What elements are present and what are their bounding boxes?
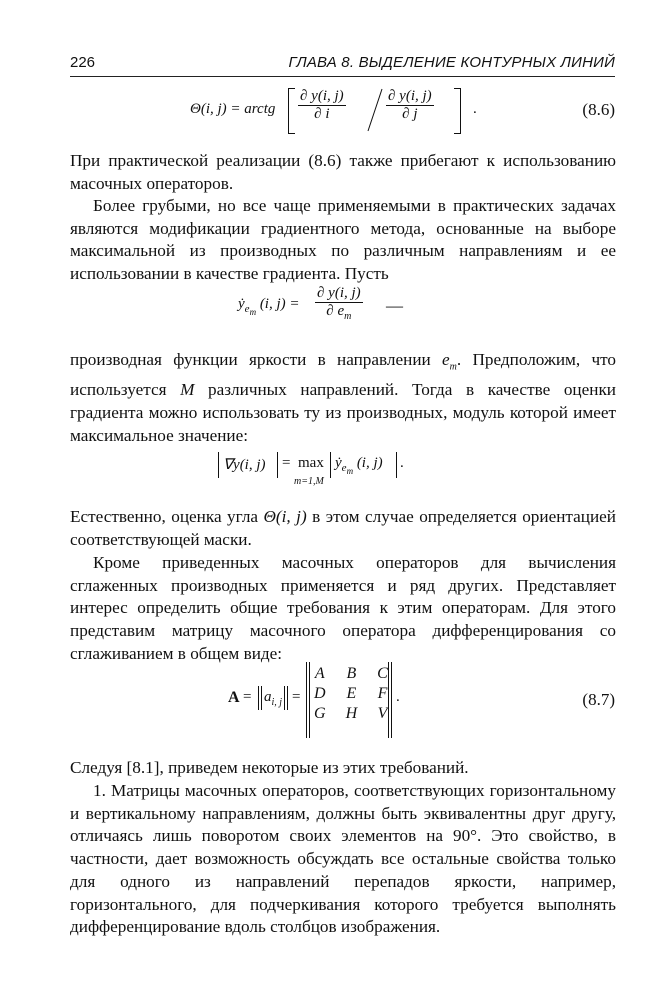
- fraction-2-numerator: ∂ y(i, j): [388, 88, 432, 104]
- matrix: [304, 664, 398, 724]
- bold-a: A: [228, 689, 240, 706]
- derivative-numerator: ∂ y(i, j): [317, 285, 361, 301]
- gradient-equals: =: [282, 455, 291, 471]
- equation-number-8-7: (8.7): [582, 690, 615, 709]
- matrix-row: [304, 664, 398, 684]
- matrix-cell: C: [377, 665, 388, 682]
- matrix-cell: G: [314, 705, 326, 722]
- gradient-rhs: ẏ$_{e_m}$ (i, j): [335, 455, 383, 477]
- paragraph-7: 1. Матрицы масочных операторов, соответствующих горизонтальному и вертикальному направлениям, должны быть эквивалентны друг другу, отличаясь лишь поворотом своих элементов на 90°. Это свойство, в частности, дает возможность обсуждать все остальные свойства только для одного из направлений перепадов яркости, например, горизонтального, для подчеркивания которого требуется выполнять дифференцирование вдоль столбцов изображения.: [70, 781, 616, 937]
- eq-8-7-equals-1: =: [243, 689, 252, 705]
- page-number: 226: [70, 54, 96, 71]
- matrix-row: [304, 684, 398, 704]
- max-operator: max: [298, 455, 324, 471]
- gradient-period: .: [400, 455, 404, 471]
- e-m-symbol: $e_m$: [442, 350, 457, 373]
- matrix-cell: D: [314, 685, 326, 702]
- slash: [365, 87, 385, 133]
- paragraph-4: Естественно, оценка угла Θ(i, j) в этом случае определяется ориентацией соответствующей маски.: [70, 507, 616, 549]
- matrix-cell: H: [345, 705, 358, 722]
- theta-symbol: Θ(i, j): [263, 507, 307, 526]
- abs-bar-1: [218, 452, 219, 478]
- matrix-row: [304, 704, 398, 724]
- left-bracket: [288, 88, 295, 134]
- eq-8-7-equals-2: =: [292, 689, 301, 705]
- right-bracket: [454, 88, 461, 134]
- derivative-fraction: [315, 285, 363, 322]
- abs-bar-4: [396, 452, 397, 478]
- running-header: [70, 52, 615, 77]
- paragraph-1: При практической реализации (8.6) также прибегают к использованию масочных операторов.: [70, 151, 616, 193]
- matrix-cell: F: [377, 685, 388, 702]
- gradient-lhs: ∇y(i, j): [223, 457, 266, 473]
- equation-gradient-estimate: [218, 452, 448, 492]
- derivative-dash: —: [386, 296, 403, 315]
- paragraph-2: Более грубыми, но все чаще применяемыми в практических задачах являются модификации градиентного метода, основанные на выборе максимальной из производных по различным направлениям и ее использовании в качестве градиента. Пусть: [70, 196, 616, 284]
- eq-8-6-fraction-2: [386, 88, 434, 123]
- equation-number-8-6: (8.6): [582, 100, 615, 119]
- matrix-cell: E: [346, 685, 357, 702]
- derivative-lhs: ẏ$_{e_m}$ (i, j) =: [238, 296, 300, 318]
- m-symbol: M: [180, 380, 195, 400]
- norm-left: [258, 686, 262, 710]
- max-subscript: m=1,M: [294, 476, 324, 487]
- equation-8-6: [190, 88, 620, 138]
- fraction-2-denominator: ∂ j: [402, 106, 418, 122]
- paragraph-3: производная функции яркости в направлении $e_m$. Предположим, что используется M различных направлений. Тогда в качестве оценки градиента можно использовать ту из производных, модуль которой имеет максимальное значение:: [70, 350, 616, 445]
- matrix-cell: A: [314, 665, 325, 682]
- fraction-1-numerator: ∂ y(i, j): [300, 88, 344, 104]
- eq-8-6-period: .: [473, 101, 477, 117]
- paragraph-6: Следуя [8.1], приведем некоторые из этих требований.: [70, 758, 469, 777]
- fraction-1-denominator: ∂ i: [314, 106, 330, 122]
- matrix-cell: B: [346, 665, 357, 682]
- abs-bar-3: [330, 452, 331, 478]
- equation-8-7: [228, 662, 408, 740]
- derivative-denominator: ∂ $e_m$: [326, 303, 352, 322]
- matrix-cell: V: [377, 705, 388, 722]
- abs-bar-2: [277, 452, 278, 478]
- eq-8-6-fraction-1: [298, 88, 346, 123]
- norm-right: [284, 686, 288, 710]
- matrix-element-a: $a_{i, j}$: [264, 689, 283, 708]
- eq-8-6-lhs: Θ(i, j) = arctg: [190, 101, 276, 117]
- paragraph-5: Кроме приведенных масочных операторов для вычисления сглаженных производных применяется и ряд других. Представляет интерес определить общие требования к этим операторам. Для этого представим матрицу масочного оператора дифференцирования со сглаживанием в общем виде:: [70, 553, 616, 663]
- equation-directional-derivative: [238, 285, 403, 331]
- matrix-norm-right: [388, 662, 392, 738]
- eq-8-7-period: .: [396, 689, 400, 705]
- chapter-title: ГЛАВА 8. ВЫДЕЛЕНИЕ КОНТУРНЫХ ЛИНИЙ: [288, 54, 615, 71]
